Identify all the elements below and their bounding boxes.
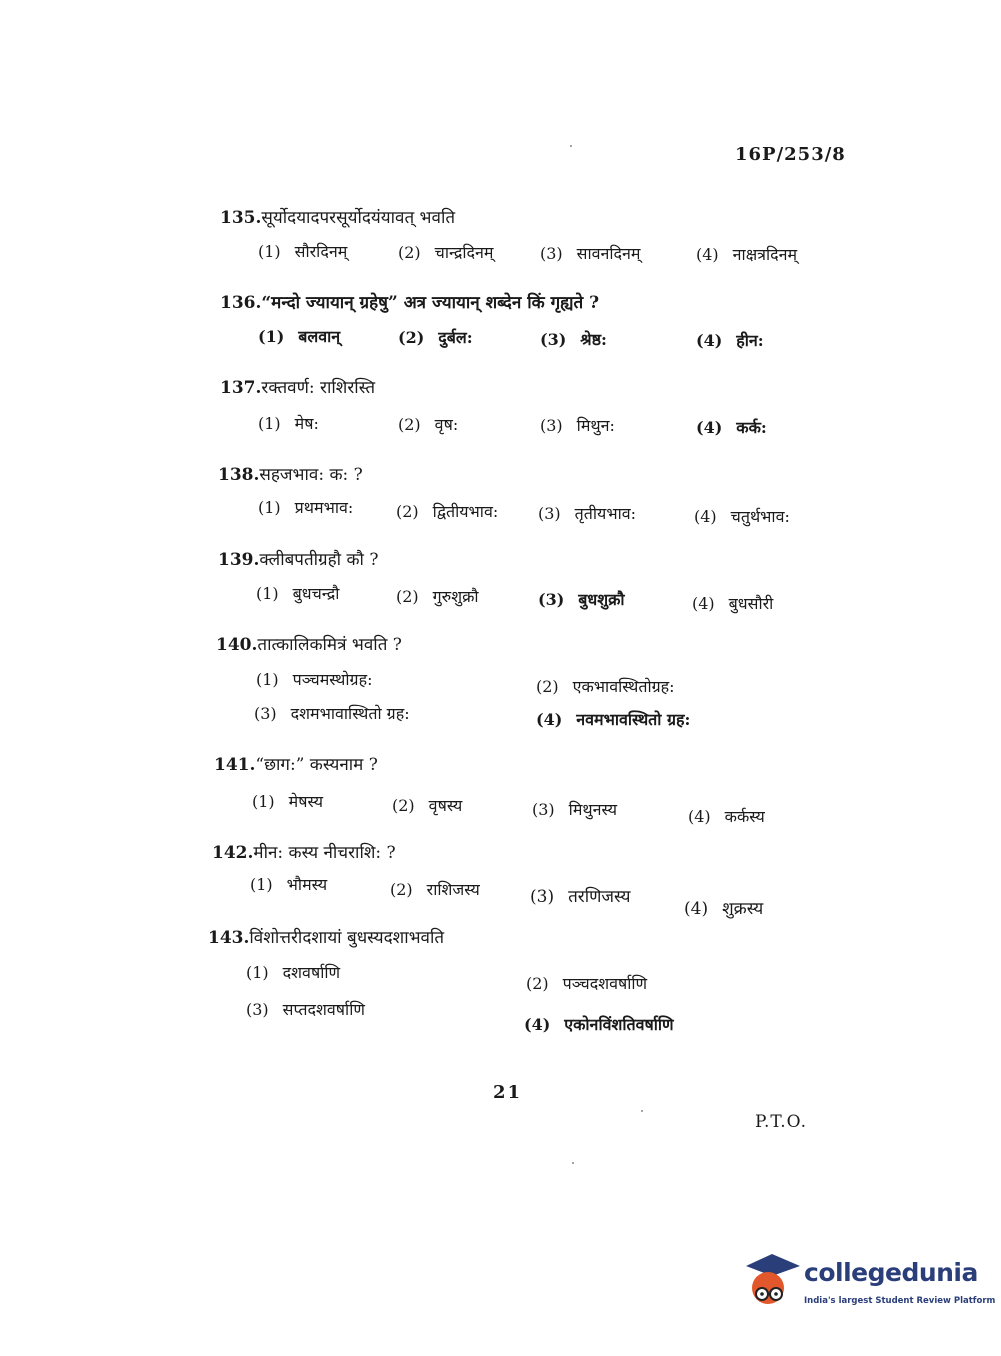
question-text: सहजभाव: क: ? [259, 465, 363, 485]
option-143-3: (3) सप्तदशवर्षाणि [246, 1000, 365, 1019]
option-142-2: (2) राशिजस्य [390, 880, 480, 899]
option-143-2: (2) पञ्चदशवर्षाणि [526, 974, 648, 993]
option-141-1: (1) मेषस्य [252, 792, 323, 811]
question-136 [220, 290, 599, 313]
option-141-2: (2) वृषस्य [392, 796, 463, 815]
option-140-4: (4) नवमभावस्थितो ग्रह: [536, 710, 691, 729]
question-number: 139. [218, 550, 260, 570]
question-139 [218, 547, 378, 570]
mascot-icon [742, 1248, 804, 1318]
question-text: “छाग:” कस्यनाम ? [255, 755, 378, 775]
question-text: “मन्दो ज्यायान् ग्रहेषु” अत्र ज्यायान् शब्देन किं गृह्यते ? [261, 293, 600, 313]
question-number: 141. [214, 755, 256, 775]
pto-label: P.T.O. [755, 1112, 807, 1132]
option-139-1: (1) बुधचन्द्रौ [256, 584, 340, 603]
question-number: 140. [216, 635, 258, 655]
option-143-1: (1) दशवर्षाणि [246, 963, 341, 982]
question-number: 142. [212, 843, 254, 863]
question-141 [214, 752, 378, 775]
logo-name: collegedunia [804, 1258, 978, 1287]
option-137-2: (2) वृष: [398, 415, 459, 434]
option-140-2: (2) एकभावस्थितोग्रह: [536, 677, 675, 696]
option-137-3: (3) मिथुन: [540, 416, 615, 435]
question-140 [216, 632, 402, 655]
question-number: 136. [220, 293, 262, 313]
option-138-1: (1) प्रथमभाव: [258, 498, 354, 517]
question-number: 137. [220, 378, 262, 398]
option-138-3: (3) तृतीयभाव: [538, 504, 637, 523]
option-135-1: (1) सौरदिनम् [258, 242, 348, 261]
scan-speck [570, 145, 572, 147]
option-136-4: (4) हीन: [696, 331, 764, 350]
scan-speck [572, 1162, 574, 1164]
option-135-4: (4) नाक्षत्रदिनम् [696, 245, 798, 264]
option-143-4: (4) एकोनविंशतिवर्षाणि [524, 1015, 674, 1034]
option-139-2: (2) गुरुशुक्रौ [396, 587, 479, 606]
paper-code: 16P/253/8 [735, 144, 846, 165]
question-135 [220, 205, 455, 228]
question-number: 135. [220, 208, 262, 228]
option-142-4: (4) शुक्रस्य [684, 899, 764, 919]
option-137-4: (4) कर्क: [696, 418, 767, 437]
question-138 [218, 462, 363, 485]
option-137-1: (1) मेष: [258, 414, 319, 433]
logo-tagline: India's largest Student Review Platform [804, 1296, 996, 1306]
question-142 [212, 840, 396, 863]
option-139-4: (4) बुधसौरी [692, 594, 774, 613]
option-138-4: (4) चतुर्थभाव: [694, 507, 790, 526]
option-136-3: (3) श्रेष्ठ: [540, 330, 607, 349]
option-141-4: (4) कर्कस्य [688, 807, 765, 826]
option-135-3: (3) सावनदिनम् [540, 244, 641, 263]
scan-speck [641, 1110, 643, 1112]
option-141-3: (3) मिथुनस्य [532, 800, 617, 819]
question-text: सूर्योदयादपरसूर्योदयंयावत् भवति [261, 208, 456, 228]
option-135-2: (2) चान्द्रदिनम् [398, 243, 494, 262]
question-text: तात्कालिकमित्रं भवति ? [257, 635, 402, 655]
question-number: 143. [208, 928, 250, 948]
question-text: विंशोत्तरीदशायां बुधस्यदशाभवति [249, 928, 445, 948]
option-140-3: (3) दशमभावास्थितो ग्रह: [254, 704, 410, 723]
question-text: मीन: कस्य नीचराशि: ? [253, 843, 396, 863]
question-143 [208, 925, 444, 948]
question-text: रक्तवर्ण: राशिरस्ति [261, 378, 376, 398]
question-text: क्लीबपतीग्रहौ कौ ? [259, 550, 379, 570]
option-138-2: (2) द्वितीयभाव: [396, 502, 499, 521]
question-number: 138. [218, 465, 260, 485]
option-140-1: (1) पञ्चमस्थोग्रह: [256, 670, 373, 689]
option-136-1: (1) बलवान् [258, 327, 341, 346]
collegedunia-logo[interactable] [742, 1248, 996, 1318]
page-number: 21 [493, 1082, 523, 1103]
question-137 [220, 375, 375, 398]
option-142-1: (1) भौमस्य [250, 875, 328, 894]
option-136-2: (2) दुर्बल: [398, 328, 473, 347]
option-142-3: (3) तरणिजस्य [530, 887, 631, 907]
option-139-3: (3) बुधशुक्रौ [538, 590, 625, 609]
